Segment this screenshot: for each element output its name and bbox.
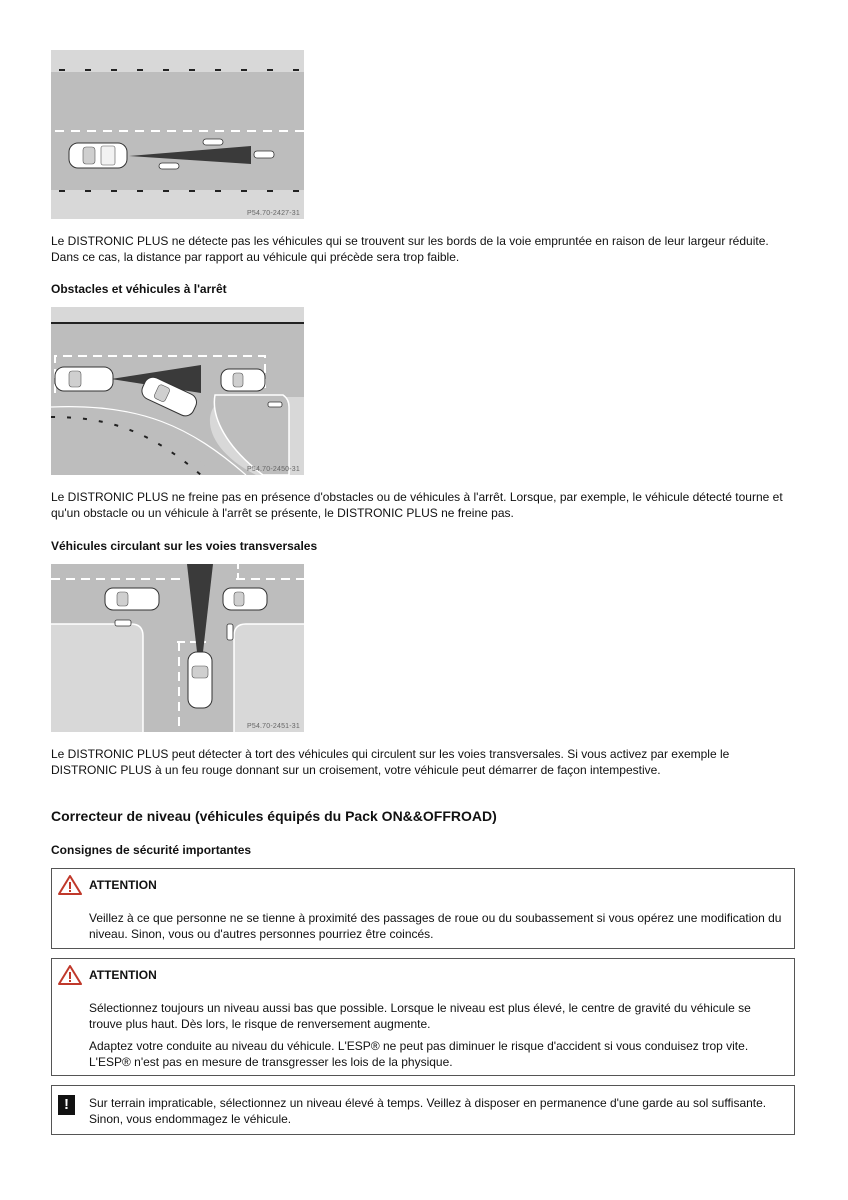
figure-code: P54.70-2427-31: [246, 210, 300, 217]
warning-box-1: [51, 868, 795, 949]
paragraph-false-detection: Le DISTRONIC PLUS peut détecter à tort des véhicules qui circulent sur les voies transversales. Si vous activez par exemple le DISTRONIC PLUS à un feu rouge donnant sur un croisement, votre véhicule peut démarrer de façon intempestive.: [51, 747, 730, 777]
figure-code: P54.70-2451-31: [246, 723, 300, 730]
figure-code: P54.70-2450-31: [246, 466, 300, 473]
heading-stopped-obstacles: Obstacles et véhicules à l'arrêt: [51, 282, 227, 296]
section-title: Correcteur de niveau (véhicules équipés du Pack ON&&OFFROAD): [51, 808, 497, 824]
warning-title: ATTENTION: [89, 968, 157, 982]
figure-motorbikes-lane: [51, 50, 304, 219]
figure-stopped-vehicle: [51, 307, 304, 475]
car-icon: [55, 367, 113, 391]
stopped-vehicle-illustration: [51, 307, 304, 475]
stopped-car-icon: [221, 369, 265, 391]
exclamation-icon: !: [58, 1095, 75, 1115]
warning-triangle-icon: [58, 874, 82, 896]
crossing-car-icon: [223, 588, 267, 610]
notice-text: Sur terrain impraticable, sélectionnez un niveau élevé à temps. Veillez à disposer en permanence d'une garde au sol suffisante. Sinon, vous endommagez le véhicule.: [89, 1096, 767, 1126]
motorbikes-lane-illustration: [51, 50, 304, 219]
warning-text-level: Sélectionnez toujours un niveau aussi bas que possible. Lorsque le niveau est plus élevé, le centre de gravité du véhicule se trouve plus haut. Dès lors, le risque de renversement augmente.: [89, 1001, 751, 1031]
warning-box-2: [51, 958, 795, 1076]
warning-title: ATTENTION: [89, 878, 157, 892]
paragraph-narrow-vehicles: Le DISTRONIC PLUS ne détecte pas les véhicules qui se trouvent sur les bords de la voie empruntée en raison de leur largeur réduite. Dans ce cas, la distance par rapport au véhicule qui précède sera trop faible.: [51, 234, 769, 264]
warning-text: Veillez à ce que personne ne se tienne à proximité des passages de roue ou du soubassement si vous opérez une modification du niveau. Sinon, vous ou d'autres personnes pourriez être coincés.: [89, 911, 782, 941]
notice-box: [51, 1085, 795, 1135]
car-icon: [69, 143, 127, 168]
crossing-lanes-illustration: [51, 564, 304, 732]
warning-text-esp: Adaptez votre conduite au niveau du véhicule. L'ESP® ne peut pas diminuer le risque d'accident si vous conduisez trop vite. L'ESP® n'est pas en mesure de transgresser les lois de la physique.: [89, 1039, 749, 1069]
crossing-car-icon: [105, 588, 159, 610]
heading-crossing-lanes: Véhicules circulant sur les voies transversales: [51, 539, 318, 553]
paragraph-no-braking: Le DISTRONIC PLUS ne freine pas en présence d'obstacles ou de véhicules à l'arrêt. Lorsque, par exemple, le véhicule détecté tourne et qu'un obstacle ou un véhicule à l'arrêt se présente, le DISTRONIC PLUS ne freine pas.: [51, 490, 783, 520]
figure-crossing-lanes: [51, 564, 304, 732]
motorbike-icon: [268, 402, 282, 407]
warning-triangle-icon: [58, 964, 82, 986]
car-icon: [188, 652, 212, 708]
heading-safety: Consignes de sécurité importantes: [51, 843, 252, 857]
